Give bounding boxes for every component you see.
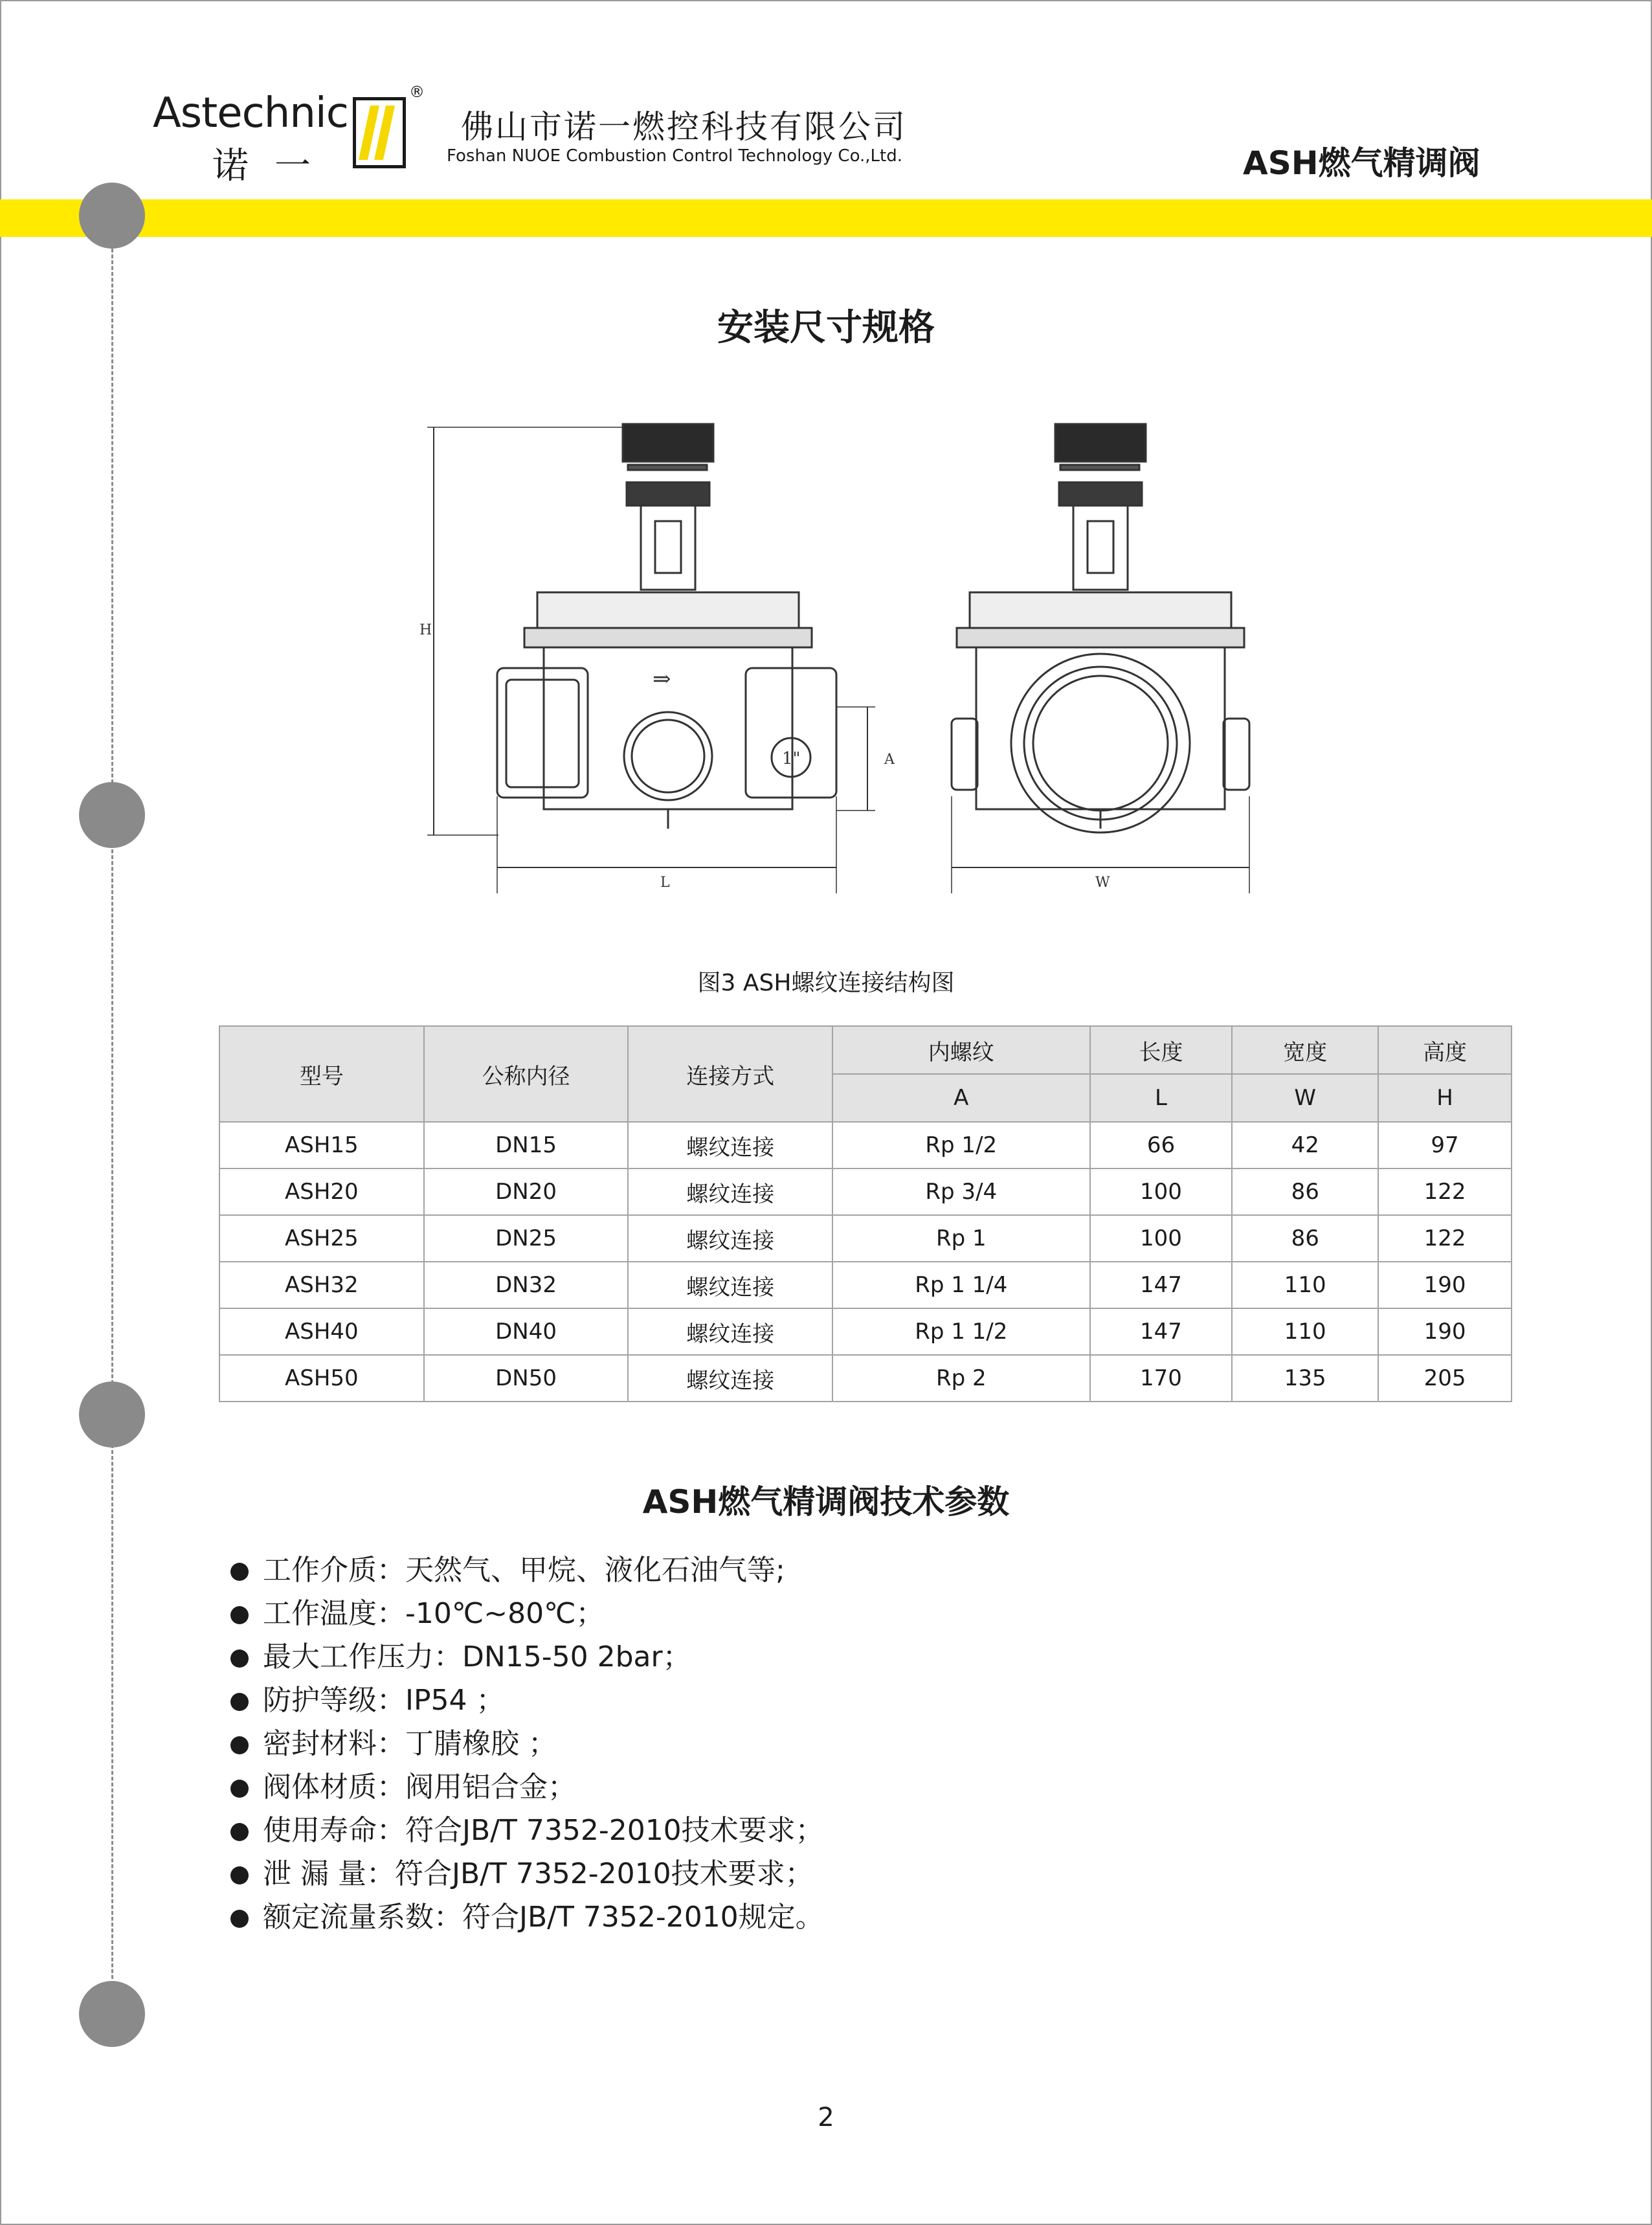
cell-nominal: DN25 <box>424 1215 629 1262</box>
list-item <box>230 1635 824 1679</box>
document-title: ASH燃气精调阀 <box>1243 144 1480 182</box>
binder-hole <box>79 782 145 848</box>
bullet-icon <box>230 1563 249 1581</box>
install-title: 安装尺寸规格 <box>717 307 935 349</box>
cell-nominal: DN50 <box>424 1355 629 1402</box>
spec-table <box>219 1025 1512 1402</box>
cell-model: ASH32 <box>219 1262 424 1308</box>
cell-length: 100 <box>1090 1215 1233 1262</box>
cell-thread: Rp 1 <box>832 1215 1090 1262</box>
list-item <box>230 1895 824 1939</box>
valve-front-view <box>427 424 875 893</box>
table-row <box>219 1355 1512 1402</box>
registered-mark: ® <box>409 83 425 101</box>
cell-connection: 螺纹连接 <box>628 1215 832 1262</box>
tech-params-title: ASH燃气精调阀技术参数 <box>642 1483 1010 1521</box>
logo-mark <box>353 97 406 168</box>
cell-thread: Rp 2 <box>832 1355 1090 1402</box>
header-nominal-diameter: 公称内径 <box>424 1026 629 1122</box>
company-name-cn: 佛山市诺一燃控科技有限公司 <box>461 108 907 146</box>
bullet-icon <box>230 1823 249 1841</box>
table-row <box>219 1168 1512 1215</box>
figure-caption: 图3 ASH螺纹连接结构图 <box>697 970 955 996</box>
cell-height: 122 <box>1378 1215 1512 1262</box>
cell-thread: Rp 1/2 <box>832 1122 1090 1168</box>
table-row <box>219 1122 1512 1168</box>
valve-side-view <box>952 424 1249 893</box>
header-thread: 内螺纹 <box>832 1026 1090 1074</box>
cell-width: 110 <box>1232 1262 1378 1308</box>
company-name-en: Foshan NUOE Combustion Control Technology Co.,Ltd. <box>447 146 902 166</box>
cell-length: 100 <box>1090 1168 1233 1215</box>
table-row <box>219 1308 1512 1355</box>
cell-width: 42 <box>1232 1122 1378 1168</box>
flow-arrow-icon: ⇒ <box>653 666 671 692</box>
cell-thread: Rp 3/4 <box>832 1168 1090 1215</box>
header-model: 型号 <box>219 1026 424 1122</box>
cell-model: ASH25 <box>219 1215 424 1262</box>
header-height: 高度 <box>1378 1026 1512 1074</box>
brand-name-cn: 诺一 <box>212 145 337 187</box>
header-height-symbol: H <box>1378 1074 1512 1122</box>
bullet-icon <box>230 1693 249 1711</box>
list-item-text: 密封材料：丁腈橡胶 ； <box>263 1727 557 1760</box>
cell-nominal: DN32 <box>424 1262 629 1308</box>
cell-nominal: DN20 <box>424 1168 629 1215</box>
list-item-text: 额定流量系数：符合JB/T 7352-2010规定。 <box>263 1901 824 1934</box>
binder-hole <box>79 183 145 249</box>
binder-rail <box>111 214 113 2020</box>
list-item-text: 工作介质：天然气、甲烷、液化石油气等; <box>263 1554 785 1587</box>
header-width-symbol: W <box>1232 1074 1378 1122</box>
header-band <box>0 199 1652 237</box>
list-item <box>230 1679 824 1722</box>
cell-length: 170 <box>1090 1355 1233 1402</box>
header-connection: 连接方式 <box>628 1026 832 1122</box>
tech-params-list <box>230 1549 824 1939</box>
valve-drawing <box>414 414 1269 919</box>
port-size-label: 1" <box>782 749 801 768</box>
list-item <box>230 1765 824 1809</box>
list-item <box>230 1809 824 1852</box>
cell-connection: 螺纹连接 <box>628 1168 832 1215</box>
cell-length: 147 <box>1090 1262 1233 1308</box>
page-number: 2 <box>818 2103 834 2132</box>
logo-slashes-icon <box>356 100 403 165</box>
cell-length: 147 <box>1090 1308 1233 1355</box>
bullet-icon <box>230 1866 249 1884</box>
cell-width: 86 <box>1232 1168 1378 1215</box>
header-thread-symbol: A <box>832 1074 1090 1122</box>
cell-length: 66 <box>1090 1122 1233 1168</box>
cell-nominal: DN15 <box>424 1122 629 1168</box>
cell-nominal: DN40 <box>424 1308 629 1355</box>
cell-model: ASH40 <box>219 1308 424 1355</box>
cell-model: ASH15 <box>219 1122 424 1168</box>
dim-label-a: A <box>884 752 895 768</box>
list-item-text: 最大工作压力：DN15-50 2bar； <box>263 1640 691 1673</box>
cell-height: 205 <box>1378 1355 1512 1402</box>
binder-hole <box>79 1381 145 1448</box>
list-item <box>230 1592 824 1635</box>
cell-model: ASH20 <box>219 1168 424 1215</box>
list-item-text: 防护等级：IP54 ； <box>263 1684 505 1717</box>
brand-name: Astechnic <box>153 89 348 137</box>
cell-height: 97 <box>1378 1122 1512 1168</box>
list-item-text: 阀体材质：阀用铝合金； <box>263 1771 576 1804</box>
list-item-text: 泄 漏 量：符合JB/T 7352-2010技术要求； <box>263 1857 814 1890</box>
cell-connection: 螺纹连接 <box>628 1308 832 1355</box>
dim-label-l: L <box>660 875 670 891</box>
list-item <box>230 1549 824 1592</box>
list-item <box>230 1722 824 1765</box>
cell-height: 190 <box>1378 1308 1512 1355</box>
cell-thread: Rp 1 1/2 <box>832 1308 1090 1355</box>
header-length: 长度 <box>1090 1026 1233 1074</box>
cell-thread: Rp 1 1/4 <box>832 1262 1090 1308</box>
bullet-icon <box>230 1606 249 1624</box>
cell-height: 190 <box>1378 1262 1512 1308</box>
cell-width: 86 <box>1232 1215 1378 1262</box>
dim-label-w: W <box>1095 875 1110 891</box>
cell-connection: 螺纹连接 <box>628 1122 832 1168</box>
list-item-text: 工作温度：-10℃~80℃； <box>263 1597 605 1630</box>
cell-connection: 螺纹连接 <box>628 1262 832 1308</box>
dim-label-h: H <box>419 622 432 638</box>
header-length-symbol: L <box>1090 1074 1233 1122</box>
cell-width: 110 <box>1232 1308 1378 1355</box>
table-row <box>219 1215 1512 1262</box>
list-item-text: 使用寿命：符合JB/T 7352-2010技术要求； <box>263 1814 824 1847</box>
cell-width: 135 <box>1232 1355 1378 1402</box>
cell-model: ASH50 <box>219 1355 424 1402</box>
bullet-icon <box>230 1780 249 1798</box>
cell-height: 122 <box>1378 1168 1512 1215</box>
table-row <box>219 1262 1512 1308</box>
bullet-icon <box>230 1736 249 1754</box>
bullet-icon <box>230 1910 249 1928</box>
header-width: 宽度 <box>1232 1026 1378 1074</box>
binder-hole <box>79 1981 145 2047</box>
bullet-icon <box>230 1649 249 1668</box>
cell-connection: 螺纹连接 <box>628 1355 832 1402</box>
list-item <box>230 1852 824 1895</box>
